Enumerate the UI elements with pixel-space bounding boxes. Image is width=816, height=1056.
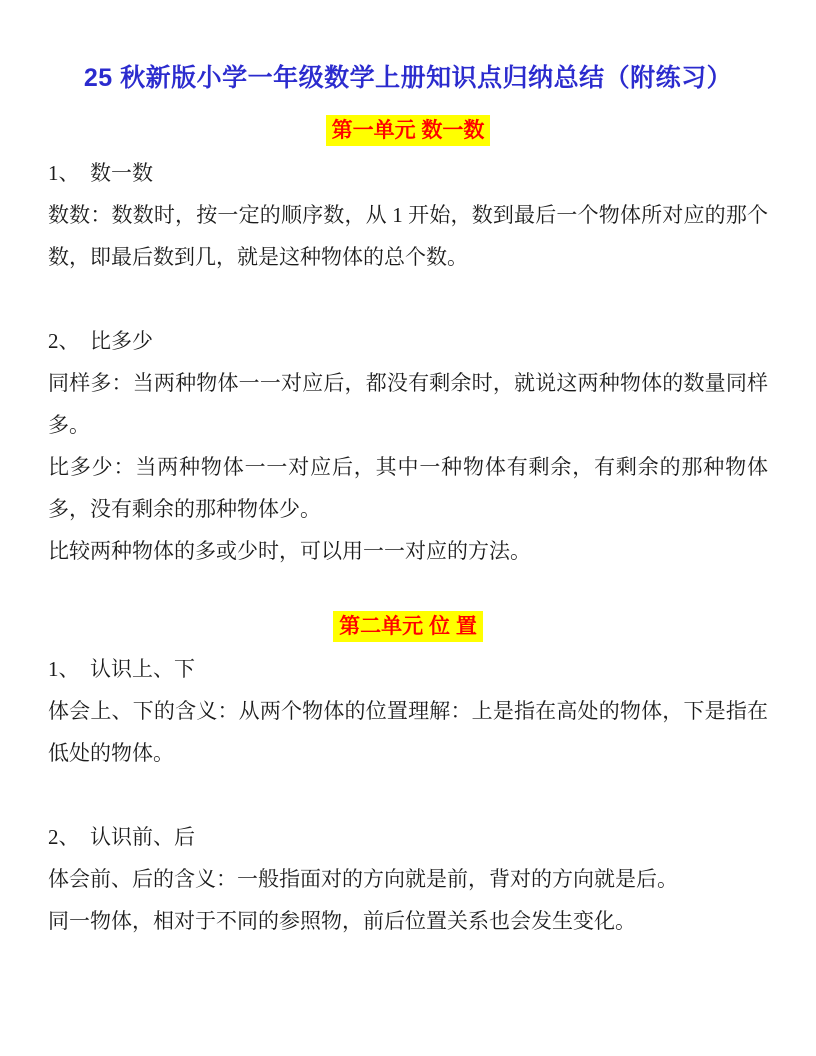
item-1-up-down-title: 1、 认识上、下 xyxy=(48,657,195,681)
section-unit-2 xyxy=(48,610,768,942)
section-1-heading xyxy=(48,114,768,148)
page-title: 25 秋新版小学一年级数学上册知识点归纳总结（附练习） xyxy=(83,64,733,92)
paragraph-same-amount-definition: 同样多：当两种物体一一对应后，都没有剩余时，就说这两种物体的数量同样多。 xyxy=(48,371,768,437)
section-unit-1 xyxy=(48,114,768,572)
section-1-heading-text: 第一单元 数一数 xyxy=(326,115,491,146)
section-2-heading-text: 第二单元 位 置 xyxy=(333,611,483,642)
paragraph-counting-definition: 数数：数数时，按一定的顺序数，从 1 开始，数到最后一个物体所对应的那个数，即最后数到几，就是这种物体的总个数。 xyxy=(48,203,768,269)
paragraph-more-less-definition: 比多少：当两种物体一一对应后，其中一种物体有剩余，有剩余的那种物体多，没有剩余的那种物体少。 xyxy=(48,455,768,521)
section-2-heading xyxy=(48,610,768,644)
item-2-compare-title: 2、 比多少 xyxy=(48,329,153,353)
paragraph-compare-method: 比较两种物体的多或少时，可以用一一对应的方法。 xyxy=(48,539,531,563)
item-2-front-back-title: 2、 认识前、后 xyxy=(48,825,195,849)
paragraph-reference-object-note: 同一物体，相对于不同的参照物，前后位置关系也会发生变化。 xyxy=(48,909,636,933)
paragraph-front-back-definition: 体会前、后的含义：一般指面对的方向就是前，背对的方向就是后。 xyxy=(48,867,678,891)
paragraph-up-down-definition: 体会上、下的含义：从两个物体的位置理解：上是指在高处的物体，下是指在低处的物体。 xyxy=(48,699,768,765)
item-1-counting-title: 1、 数一数 xyxy=(48,161,153,185)
